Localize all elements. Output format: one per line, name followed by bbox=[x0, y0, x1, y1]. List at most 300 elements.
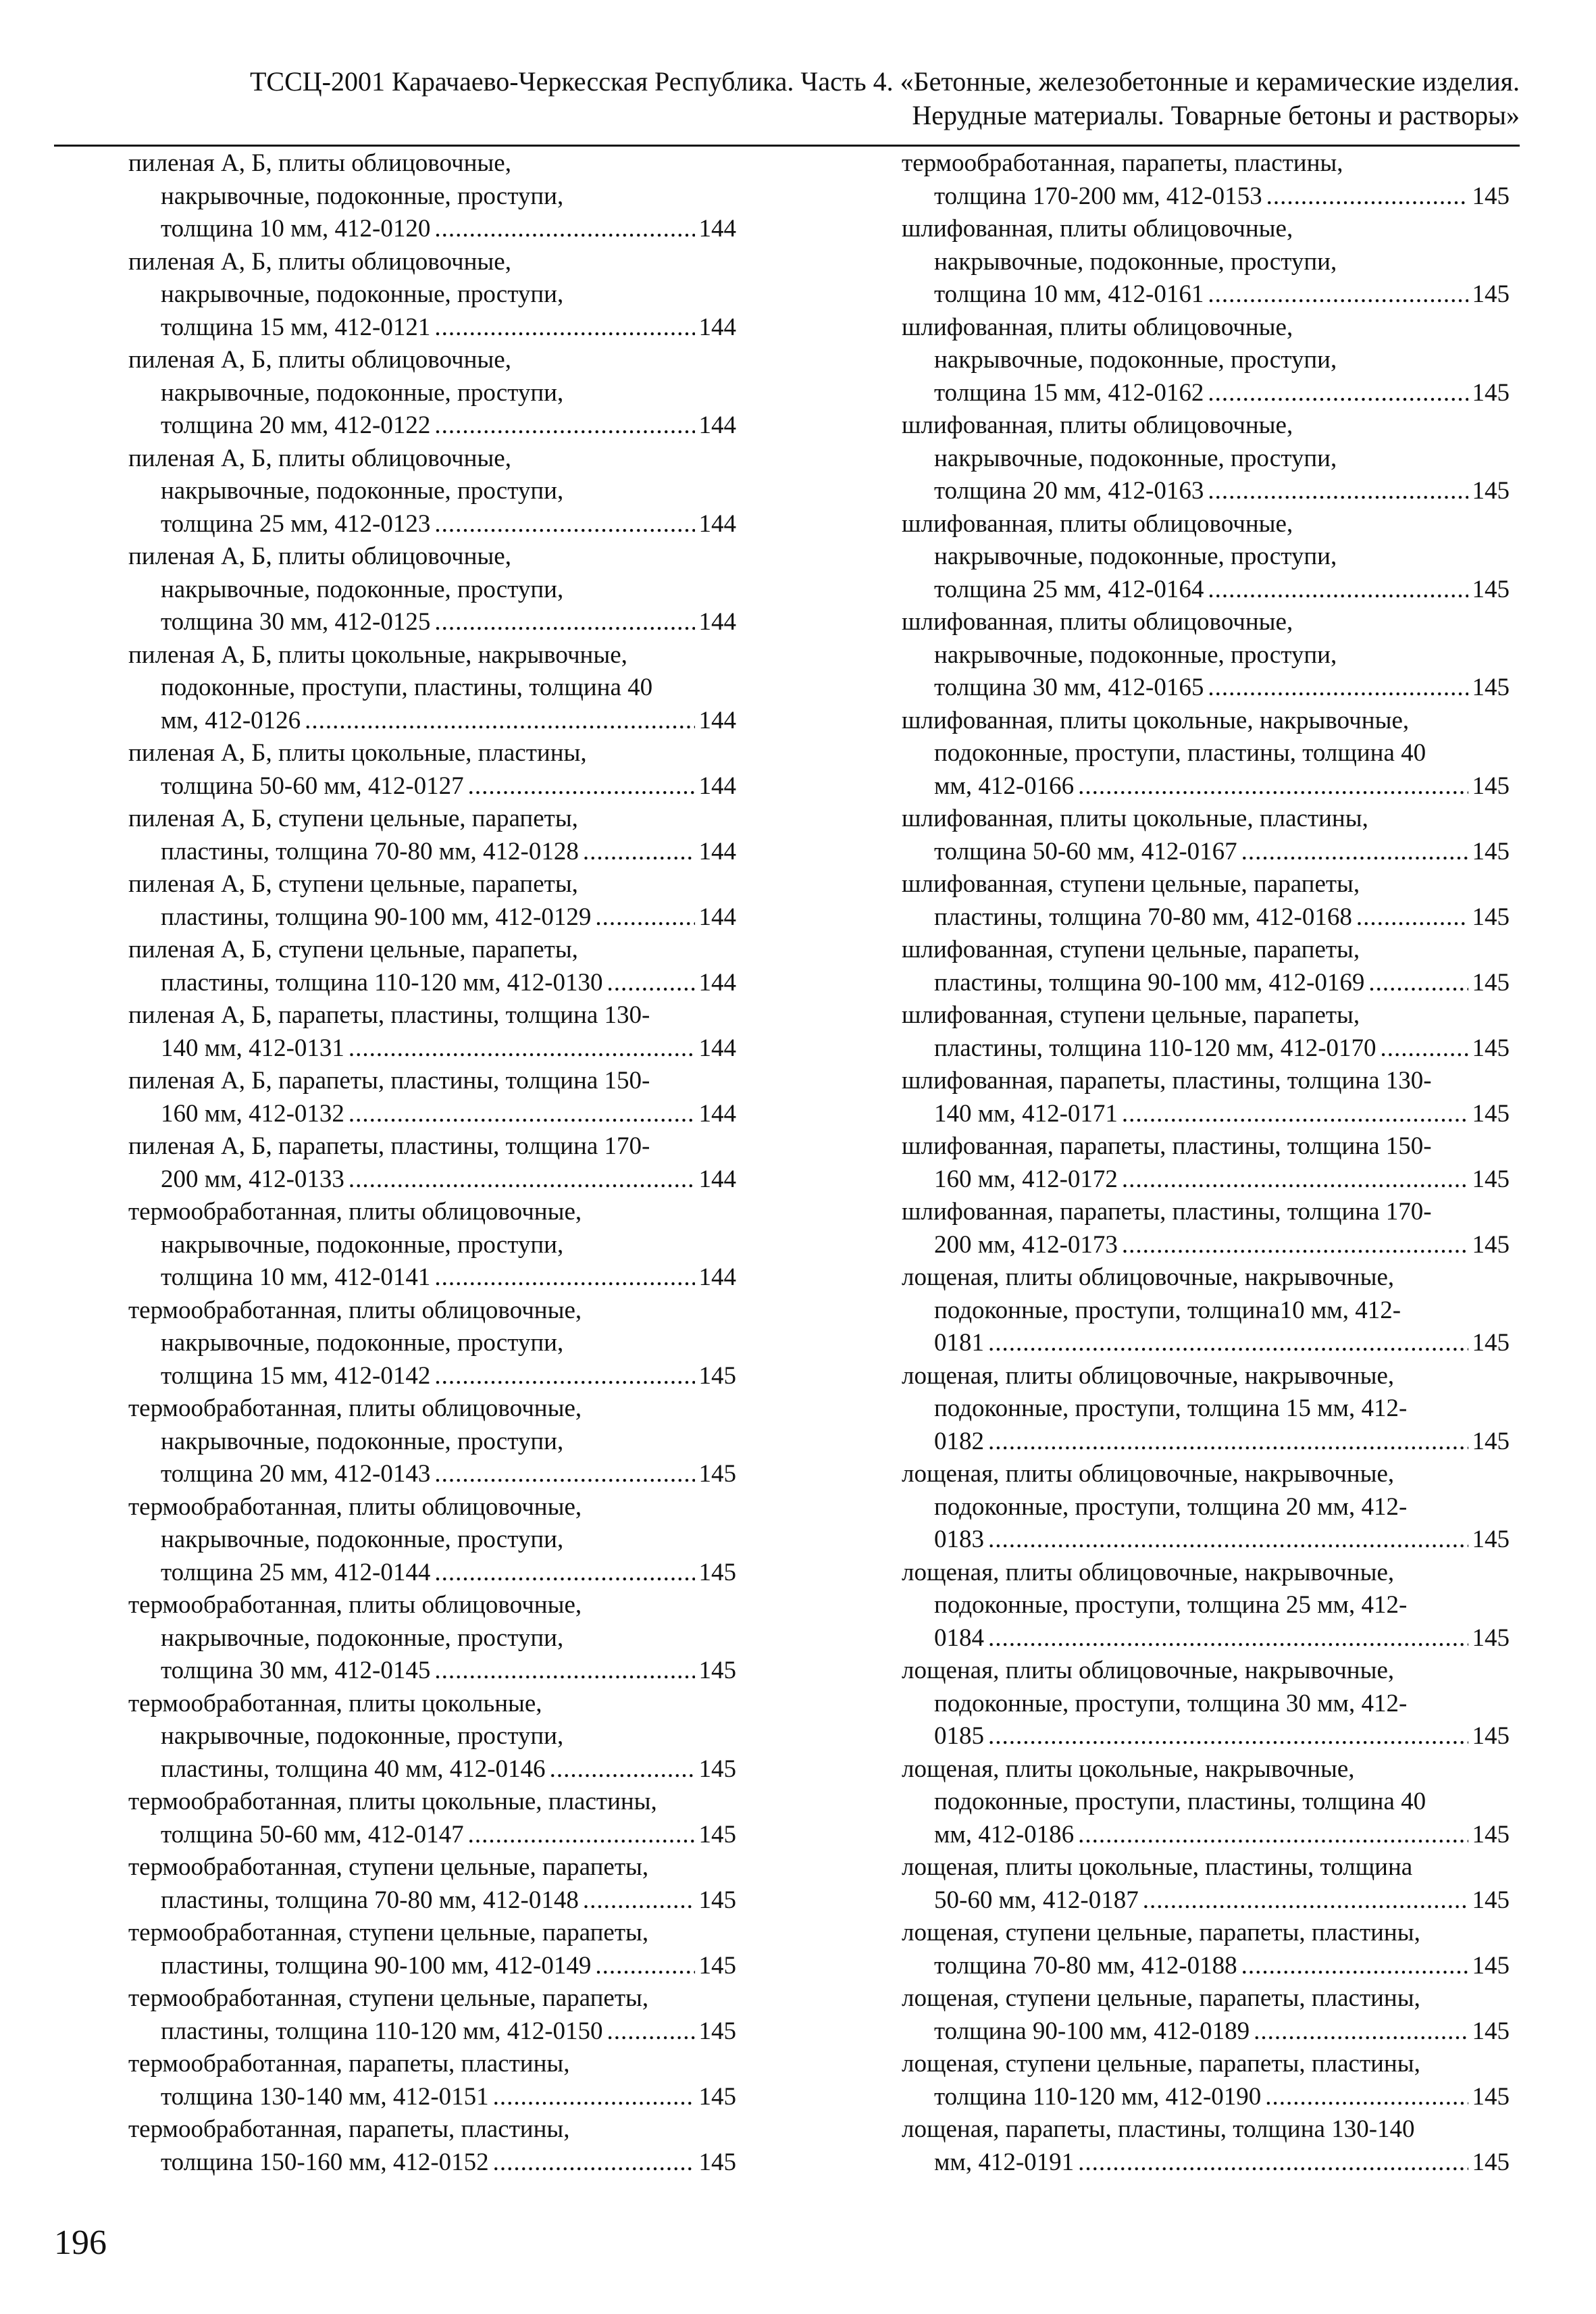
index-entry bbox=[128, 737, 736, 803]
entry-page-ref: 145 bbox=[1472, 2017, 1510, 2045]
index-entry bbox=[902, 1261, 1510, 1360]
entry-text: 140 мм, 412-0171 bbox=[934, 1099, 1118, 1128]
entry-page-ref: 144 bbox=[698, 411, 736, 439]
entry-text-line: термообработанная, плиты облицовочные, bbox=[128, 1296, 582, 1324]
entry-text-line: лощеная, ступени цельные, парапеты, пластины, bbox=[902, 1919, 1420, 1946]
entry-last-line bbox=[902, 377, 1510, 410]
index-entry bbox=[128, 999, 736, 1065]
entry-text: толщина 170-200 мм, 412-0153 bbox=[934, 182, 1262, 210]
dot-leader bbox=[1122, 1229, 1468, 1262]
dot-leader bbox=[1143, 1884, 1468, 1917]
entry-page-ref: 145 bbox=[1472, 2148, 1510, 2176]
index-entry bbox=[902, 1130, 1510, 1196]
entry-text-line: лощеная, плиты облицовочные, накрывочные, bbox=[902, 1657, 1395, 1684]
entry-text-line: пиленая А, Б, ступени цельные, парапеты, bbox=[128, 936, 578, 963]
entry-text-line: накрывочные, подоконные, проступи, bbox=[161, 1427, 564, 1455]
entry-text: пластины, толщина 40 мм, 412-0146 bbox=[161, 1755, 546, 1783]
entry-page-ref: 145 bbox=[698, 1460, 736, 1488]
entry-last-line bbox=[128, 1098, 736, 1131]
entry-last-line bbox=[128, 836, 736, 869]
dot-leader bbox=[988, 1622, 1468, 1655]
dot-leader bbox=[434, 606, 694, 639]
entry-text: мм, 412-0191 bbox=[934, 2148, 1075, 2176]
entry-page-ref: 145 bbox=[698, 2082, 736, 2111]
dot-leader bbox=[493, 2081, 695, 2114]
entry-text-line: шлифованная, ступени цельные, парапеты, bbox=[902, 870, 1360, 898]
entry-text: толщина 15 мм, 412-0121 bbox=[161, 313, 431, 341]
entry-last-line bbox=[128, 1819, 736, 1852]
entry-text-line: накрывочные, подоконные, проступи, bbox=[934, 346, 1337, 374]
entry-last-line bbox=[902, 1819, 1510, 1852]
entry-page-ref: 144 bbox=[698, 837, 736, 865]
entry-text: толщина 10 мм, 412-0161 bbox=[934, 280, 1204, 308]
entry-page-ref: 145 bbox=[698, 1886, 736, 1914]
entry-text-line: пиленая А, Б, плиты облицовочные, bbox=[128, 346, 511, 374]
dot-leader bbox=[1265, 2081, 1468, 2114]
dot-leader bbox=[468, 770, 695, 803]
entry-text-line: накрывочные, подоконные, проступи, bbox=[161, 1722, 564, 1750]
index-entry bbox=[902, 1917, 1510, 1982]
entry-text: 160 мм, 412-0132 bbox=[161, 1099, 344, 1128]
entry-last-line bbox=[128, 901, 736, 934]
entry-text: толщина 10 мм, 412-0120 bbox=[161, 215, 431, 243]
entry-last-line bbox=[128, 1032, 736, 1065]
entry-last-line bbox=[902, 836, 1510, 869]
entry-page-ref: 144 bbox=[698, 1165, 736, 1193]
entry-page-ref: 145 bbox=[698, 1657, 736, 1684]
entry-page-ref: 144 bbox=[698, 608, 736, 636]
entry-text: толщина 130-140 мм, 412-0151 bbox=[161, 2082, 489, 2111]
entry-page-ref: 145 bbox=[1472, 575, 1510, 603]
dot-leader bbox=[434, 409, 694, 443]
index-entry bbox=[128, 1196, 736, 1294]
entry-text-line: пиленая А, Б, ступени цельные, парапеты, bbox=[128, 870, 578, 898]
entry-page-ref: 145 bbox=[1472, 1526, 1510, 1553]
index-entry bbox=[128, 344, 736, 443]
index-entry bbox=[128, 1851, 736, 1917]
entry-last-line bbox=[128, 1950, 736, 1983]
entry-last-line bbox=[128, 1557, 736, 1590]
entry-last-line bbox=[902, 967, 1510, 1000]
entry-page-ref: 145 bbox=[1472, 1624, 1510, 1652]
index-entry bbox=[128, 1982, 736, 2048]
entry-last-line bbox=[902, 672, 1510, 705]
entry-text: толщина 25 мм, 412-0144 bbox=[161, 1558, 431, 1586]
entry-text-line: пиленая А, Б, плиты облицовочные, bbox=[128, 543, 511, 570]
entry-text-line: пиленая А, Б, парапеты, пластины, толщина 150- bbox=[128, 1067, 650, 1095]
entry-last-line bbox=[902, 2146, 1510, 2180]
entry-last-line bbox=[128, 1360, 736, 1393]
entry-page-ref: 145 bbox=[698, 1951, 736, 1980]
entry-text-line: шлифованная, плиты цокольные, накрывочные, bbox=[902, 706, 1410, 734]
dot-leader bbox=[1208, 278, 1468, 311]
entry-page-ref: 145 bbox=[1472, 772, 1510, 800]
entry-page-ref: 145 bbox=[1472, 1951, 1510, 1980]
dot-leader bbox=[1208, 574, 1468, 607]
entry-text: 0184 bbox=[934, 1624, 984, 1652]
entry-page-ref: 145 bbox=[1472, 1886, 1510, 1914]
entry-last-line bbox=[128, 705, 736, 738]
entry-page-ref: 145 bbox=[1472, 903, 1510, 931]
index-column-left bbox=[128, 147, 736, 2179]
dot-leader bbox=[988, 1720, 1468, 1753]
entry-page-ref: 145 bbox=[1472, 477, 1510, 505]
entry-text: пластины, толщина 110-120 мм, 412-0170 bbox=[934, 1034, 1376, 1062]
entry-text: толщина 15 мм, 412-0142 bbox=[161, 1361, 431, 1390]
entry-last-line bbox=[902, 1229, 1510, 1262]
index-entry bbox=[902, 1458, 1510, 1557]
entry-page-ref: 145 bbox=[1472, 182, 1510, 210]
entry-text-line: шлифованная, плиты цокольные, пластины, bbox=[902, 805, 1368, 832]
entry-text-line: лощеная, плиты цокольные, пластины, толщина bbox=[902, 1853, 1413, 1881]
entry-page-ref: 145 bbox=[698, 1558, 736, 1586]
entry-text-line: накрывочные, подоконные, проступи, bbox=[161, 1329, 564, 1357]
entry-text: толщина 50-60 мм, 412-0167 bbox=[934, 837, 1237, 865]
entry-text: мм, 412-0126 bbox=[161, 706, 301, 734]
dot-leader bbox=[1254, 2015, 1468, 2048]
entry-page-ref: 144 bbox=[698, 1034, 736, 1062]
index-entry bbox=[902, 213, 1510, 311]
entry-text-line: лощеная, плиты облицовочные, накрывочные, bbox=[902, 1460, 1395, 1488]
entry-page-ref: 145 bbox=[1472, 674, 1510, 701]
entry-text-line: термообработанная, парапеты, пластины, bbox=[128, 2115, 570, 2143]
entry-last-line bbox=[128, 2146, 736, 2180]
dot-leader bbox=[988, 1524, 1468, 1557]
dot-leader bbox=[583, 1884, 695, 1917]
entry-last-line bbox=[902, 574, 1510, 607]
index-entry bbox=[128, 868, 736, 934]
entry-last-line bbox=[128, 1884, 736, 1917]
index-entry bbox=[902, 147, 1510, 213]
entry-text-line: подоконные, проступи, толщина10 мм, 412- bbox=[934, 1296, 1401, 1324]
dot-leader bbox=[1368, 967, 1468, 1000]
index-entry bbox=[902, 1982, 1510, 2048]
entry-last-line bbox=[902, 1032, 1510, 1065]
entry-last-line bbox=[128, 770, 736, 803]
entry-text-line: пиленая А, Б, плиты облицовочные, bbox=[128, 444, 511, 472]
dot-leader bbox=[434, 1360, 694, 1393]
entry-last-line bbox=[902, 1327, 1510, 1360]
index-entry bbox=[128, 1688, 736, 1786]
index-entry bbox=[902, 2113, 1510, 2179]
entry-text-line: подоконные, проступи, пластины, толщина 40 bbox=[161, 674, 653, 701]
entry-text: 160 мм, 412-0172 bbox=[934, 1165, 1118, 1193]
index-entry bbox=[902, 409, 1510, 508]
index-entry bbox=[902, 311, 1510, 410]
entry-text-line: термообработанная, плиты облицовочные, bbox=[128, 1591, 582, 1619]
entry-text-line: накрывочные, подоконные, проступи, bbox=[161, 477, 564, 505]
entry-last-line bbox=[902, 1163, 1510, 1197]
dot-leader bbox=[1381, 1032, 1468, 1065]
dot-leader bbox=[349, 1163, 695, 1197]
entry-text-line: подоконные, проступи, пластины, толщина 40 bbox=[934, 739, 1426, 767]
entry-last-line bbox=[128, 606, 736, 639]
entry-text: толщина 30 мм, 412-0125 bbox=[161, 608, 431, 636]
entry-text: пластины, толщина 70-80 мм, 412-0128 bbox=[161, 837, 579, 865]
entry-last-line bbox=[902, 1524, 1510, 1557]
entry-text-line: пиленая А, Б, плиты цокольные, накрывочные, bbox=[128, 640, 627, 669]
index-entry bbox=[902, 508, 1510, 607]
entry-text: пластины, толщина 110-120 мм, 412-0130 bbox=[161, 968, 603, 997]
entry-text: мм, 412-0186 bbox=[934, 1820, 1075, 1848]
dot-leader bbox=[595, 901, 694, 934]
entry-text-line: лощеная, плиты облицовочные, накрывочные, bbox=[902, 1361, 1395, 1390]
entry-page-ref: 145 bbox=[698, 1820, 736, 1848]
index-entry bbox=[902, 999, 1510, 1065]
entry-text: пластины, толщина 90-100 мм, 412-0169 bbox=[934, 968, 1365, 997]
header-title-line-2: Нерудные материалы. Товарные бетоны и растворы» bbox=[912, 100, 1520, 130]
entry-text-line: пиленая А, Б, парапеты, пластины, толщина 170- bbox=[128, 1132, 650, 1160]
dot-leader bbox=[1241, 1950, 1468, 1983]
entry-text-line: подоконные, проступи, толщина 20 мм, 412- bbox=[934, 1492, 1408, 1521]
index-entry bbox=[902, 705, 1510, 803]
entry-text: 50-60 мм, 412-0187 bbox=[934, 1886, 1139, 1914]
dot-leader bbox=[1078, 2146, 1468, 2180]
entry-text-line: термообработанная, плиты облицовочные, bbox=[128, 1492, 582, 1521]
entry-page-ref: 145 bbox=[698, 1755, 736, 1783]
dot-leader bbox=[434, 1557, 694, 1590]
dot-leader bbox=[305, 705, 694, 738]
dot-leader bbox=[434, 1655, 694, 1688]
index-entry bbox=[902, 868, 1510, 934]
entry-text-line: шлифованная, парапеты, пластины, толщина 170- bbox=[902, 1198, 1432, 1226]
dot-leader bbox=[1122, 1163, 1468, 1197]
dot-leader bbox=[1208, 672, 1468, 705]
entry-text: 200 мм, 412-0133 bbox=[161, 1165, 344, 1193]
entry-last-line bbox=[128, 2081, 736, 2114]
dot-leader bbox=[1208, 475, 1468, 508]
entry-text-line: шлифованная, ступени цельные, парапеты, bbox=[902, 1001, 1360, 1029]
entry-page-ref: 145 bbox=[1472, 1722, 1510, 1750]
dot-leader bbox=[434, 1458, 694, 1491]
entry-page-ref: 145 bbox=[1472, 378, 1510, 407]
entry-text: толщина 50-60 мм, 412-0127 bbox=[161, 772, 464, 800]
entry-page-ref: 145 bbox=[1472, 1099, 1510, 1128]
entry-text-line: лощеная, плиты облицовочные, накрывочные, bbox=[902, 1558, 1395, 1586]
entry-text: 0182 bbox=[934, 1427, 984, 1455]
entry-text-line: шлифованная, парапеты, пластины, толщина 150- bbox=[902, 1132, 1432, 1160]
entry-page-ref: 145 bbox=[1472, 1165, 1510, 1193]
dot-leader bbox=[595, 1950, 694, 1983]
entry-page-ref: 144 bbox=[698, 1099, 736, 1128]
entry-text: толщина 25 мм, 412-0164 bbox=[934, 575, 1204, 603]
index-entry bbox=[902, 934, 1510, 999]
index-entry bbox=[902, 1360, 1510, 1459]
entry-text-line: накрывочные, подоконные, проступи, bbox=[161, 280, 564, 308]
entry-text: толщина 10 мм, 412-0141 bbox=[161, 1263, 431, 1291]
index-entry bbox=[128, 1491, 736, 1590]
entry-text-line: лощеная, плиты облицовочные, накрывочные, bbox=[902, 1263, 1395, 1291]
index-entry bbox=[902, 1196, 1510, 1261]
index-entry bbox=[902, 606, 1510, 705]
running-header bbox=[54, 65, 1520, 132]
dot-leader bbox=[988, 1327, 1468, 1360]
entry-text: 0181 bbox=[934, 1329, 984, 1357]
entry-page-ref: 145 bbox=[1472, 1230, 1510, 1259]
dot-leader bbox=[434, 508, 694, 541]
entry-page-ref: 144 bbox=[698, 706, 736, 734]
entry-text: толщина 30 мм, 412-0165 bbox=[934, 674, 1204, 701]
entry-text-line: подоконные, проступи, толщина 15 мм, 412- bbox=[934, 1394, 1408, 1422]
entry-text: толщина 20 мм, 412-0163 bbox=[934, 477, 1204, 505]
entry-last-line bbox=[902, 901, 1510, 934]
entry-text-line: термообработанная, плиты облицовочные, bbox=[128, 1198, 582, 1226]
entry-last-line bbox=[128, 311, 736, 345]
entry-text: 140 мм, 412-0131 bbox=[161, 1034, 344, 1062]
dot-leader bbox=[349, 1032, 695, 1065]
entry-page-ref: 144 bbox=[698, 215, 736, 243]
entry-text-line: накрывочные, подоконные, проступи, bbox=[161, 1230, 564, 1259]
entry-text-line: шлифованная, плиты облицовочные, bbox=[902, 411, 1293, 439]
entry-last-line bbox=[902, 2015, 1510, 2048]
index-entry bbox=[128, 803, 736, 868]
index-entry bbox=[902, 2048, 1510, 2113]
entry-text-line: шлифованная, ступени цельные, парапеты, bbox=[902, 936, 1360, 963]
entry-page-ref: 145 bbox=[698, 2148, 736, 2176]
entry-text-line: термообработанная, плиты облицовочные, bbox=[128, 1394, 582, 1422]
dot-leader bbox=[468, 1819, 695, 1852]
entry-text: толщина 70-80 мм, 412-0188 bbox=[934, 1951, 1237, 1980]
entry-last-line bbox=[902, 1622, 1510, 1655]
entry-text: пластины, толщина 110-120 мм, 412-0150 bbox=[161, 2017, 603, 2045]
index-entry bbox=[128, 540, 736, 639]
index-entry bbox=[128, 934, 736, 999]
entry-text: пластины, толщина 90-100 мм, 412-0129 bbox=[161, 903, 592, 931]
entry-text-line: термообработанная, плиты цокольные, пластины, bbox=[128, 1788, 657, 1815]
entry-page-ref: 145 bbox=[1472, 1820, 1510, 1848]
index-entry bbox=[902, 1655, 1510, 1753]
entry-text-line: лощеная, парапеты, пластины, толщина 130-140 bbox=[902, 2115, 1415, 2143]
dot-leader bbox=[988, 1426, 1468, 1459]
index-entry bbox=[128, 639, 736, 738]
entry-text: пластины, толщина 70-80 мм, 412-0168 bbox=[934, 903, 1352, 931]
entry-page-ref: 145 bbox=[1472, 2082, 1510, 2111]
dot-leader bbox=[550, 1753, 695, 1786]
entry-text-line: накрывочные, подоконные, проступи, bbox=[161, 575, 564, 603]
entry-page-ref: 144 bbox=[698, 903, 736, 931]
entry-text: 0185 bbox=[934, 1722, 984, 1750]
dot-leader bbox=[1122, 1098, 1468, 1131]
dot-leader bbox=[1266, 180, 1468, 213]
entry-text-line: шлифованная, парапеты, пластины, толщина 130- bbox=[902, 1067, 1432, 1095]
entry-last-line bbox=[902, 1720, 1510, 1753]
entry-text-line: шлифованная, плиты облицовочные, bbox=[902, 215, 1293, 243]
entry-text-line: термообработанная, парапеты, пластины, bbox=[128, 2050, 570, 2078]
dot-leader bbox=[493, 2146, 695, 2180]
entry-last-line bbox=[902, 278, 1510, 311]
entry-page-ref: 145 bbox=[1472, 968, 1510, 997]
entry-text-line: шлифованная, плиты облицовочные, bbox=[902, 509, 1293, 538]
index-column-right bbox=[902, 147, 1510, 2179]
entry-text-line: накрывочные, подоконные, проступи, bbox=[934, 543, 1337, 570]
header-rule bbox=[54, 145, 1520, 147]
dot-leader bbox=[1241, 836, 1468, 869]
dot-leader bbox=[1356, 901, 1468, 934]
entry-text-line: лощеная, плиты цокольные, накрывочные, bbox=[902, 1755, 1355, 1783]
entry-page-ref: 144 bbox=[698, 1263, 736, 1291]
entry-page-ref: 145 bbox=[698, 1361, 736, 1390]
entry-last-line bbox=[902, 1098, 1510, 1131]
entry-text-line: шлифованная, плиты облицовочные, bbox=[902, 608, 1293, 636]
entry-last-line bbox=[902, 1426, 1510, 1459]
entry-last-line bbox=[128, 1753, 736, 1786]
entry-text-line: шлифованная, плиты облицовочные, bbox=[902, 313, 1293, 341]
dot-leader bbox=[583, 836, 695, 869]
dot-leader bbox=[607, 967, 695, 1000]
entry-text-line: пиленая А, Б, ступени цельные, парапеты, bbox=[128, 805, 578, 832]
index-entry bbox=[902, 1753, 1510, 1852]
page-number: 196 bbox=[54, 2223, 107, 2262]
entry-last-line bbox=[128, 508, 736, 541]
entry-last-line bbox=[902, 180, 1510, 213]
entry-text-line: подоконные, проступи, толщина 25 мм, 412- bbox=[934, 1591, 1408, 1619]
entry-page-ref: 145 bbox=[1472, 1427, 1510, 1455]
entry-text: 200 мм, 412-0173 bbox=[934, 1230, 1118, 1259]
index-entry bbox=[902, 803, 1510, 868]
entry-text: толщина 110-120 мм, 412-0190 bbox=[934, 2082, 1262, 2111]
dot-leader bbox=[1078, 1819, 1468, 1852]
dot-leader bbox=[607, 2015, 695, 2048]
entry-text-line: подоконные, проступи, толщина 30 мм, 412- bbox=[934, 1689, 1408, 1717]
entry-last-line bbox=[128, 213, 736, 246]
index-entry bbox=[128, 443, 736, 541]
entry-page-ref: 145 bbox=[1472, 280, 1510, 308]
index-entry bbox=[902, 1065, 1510, 1130]
entry-last-line bbox=[902, 2081, 1510, 2114]
entry-text-line: накрывочные, подоконные, проступи, bbox=[161, 1624, 564, 1652]
entry-text: пластины, толщина 70-80 мм, 412-0148 bbox=[161, 1886, 579, 1914]
index-entry bbox=[128, 1130, 736, 1196]
entry-text: толщина 20 мм, 412-0143 bbox=[161, 1460, 431, 1488]
entry-text-line: пиленая А, Б, плиты облицовочные, bbox=[128, 247, 511, 276]
entry-last-line bbox=[902, 475, 1510, 508]
entry-text-line: подоконные, проступи, пластины, толщина 40 bbox=[934, 1788, 1426, 1815]
entry-page-ref: 145 bbox=[1472, 1329, 1510, 1357]
entry-text-line: пиленая А, Б, парапеты, пластины, толщина 130- bbox=[128, 1001, 650, 1029]
index-entry bbox=[902, 1851, 1510, 1917]
entry-page-ref: 145 bbox=[698, 2017, 736, 2045]
dot-leader bbox=[434, 1261, 694, 1294]
entry-last-line bbox=[902, 770, 1510, 803]
entry-page-ref: 144 bbox=[698, 772, 736, 800]
entry-page-ref: 144 bbox=[698, 968, 736, 997]
entry-text-line: термообработанная, плиты цокольные, bbox=[128, 1689, 542, 1717]
dot-leader bbox=[434, 311, 694, 345]
index-entry bbox=[128, 1294, 736, 1393]
entry-page-ref: 144 bbox=[698, 509, 736, 538]
index-entry bbox=[128, 246, 736, 345]
header-title-line-1: ТССЦ-2001 Карачаево-Черкесская Республика. Часть 4. «Бетонные, железобетонные и керамические изделия. bbox=[249, 66, 1520, 97]
entry-text: толщина 30 мм, 412-0145 bbox=[161, 1657, 431, 1684]
index-entry bbox=[902, 1557, 1510, 1655]
entry-text-line: накрывочные, подоконные, проступи, bbox=[161, 182, 564, 210]
dot-leader bbox=[1078, 770, 1468, 803]
entry-text: пластины, толщина 90-100 мм, 412-0149 bbox=[161, 1951, 592, 1980]
entry-text-line: термообработанная, ступени цельные, парапеты, bbox=[128, 1984, 649, 2012]
entry-text: толщина 150-160 мм, 412-0152 bbox=[161, 2148, 489, 2176]
entry-page-ref: 145 bbox=[1472, 837, 1510, 865]
entry-text: толщина 50-60 мм, 412-0147 bbox=[161, 1820, 464, 1848]
entry-last-line bbox=[902, 1884, 1510, 1917]
dot-leader bbox=[434, 213, 694, 246]
entry-text-line: термообработанная, ступени цельные, парапеты, bbox=[128, 1853, 649, 1881]
entry-last-line bbox=[128, 1261, 736, 1294]
entry-last-line bbox=[128, 967, 736, 1000]
entry-last-line bbox=[902, 1950, 1510, 1983]
entry-text-line: лощеная, ступени цельные, парапеты, пластины, bbox=[902, 2050, 1420, 2078]
entry-text-line: накрывочные, подоконные, проступи, bbox=[934, 247, 1337, 276]
index-entry bbox=[128, 1589, 736, 1688]
